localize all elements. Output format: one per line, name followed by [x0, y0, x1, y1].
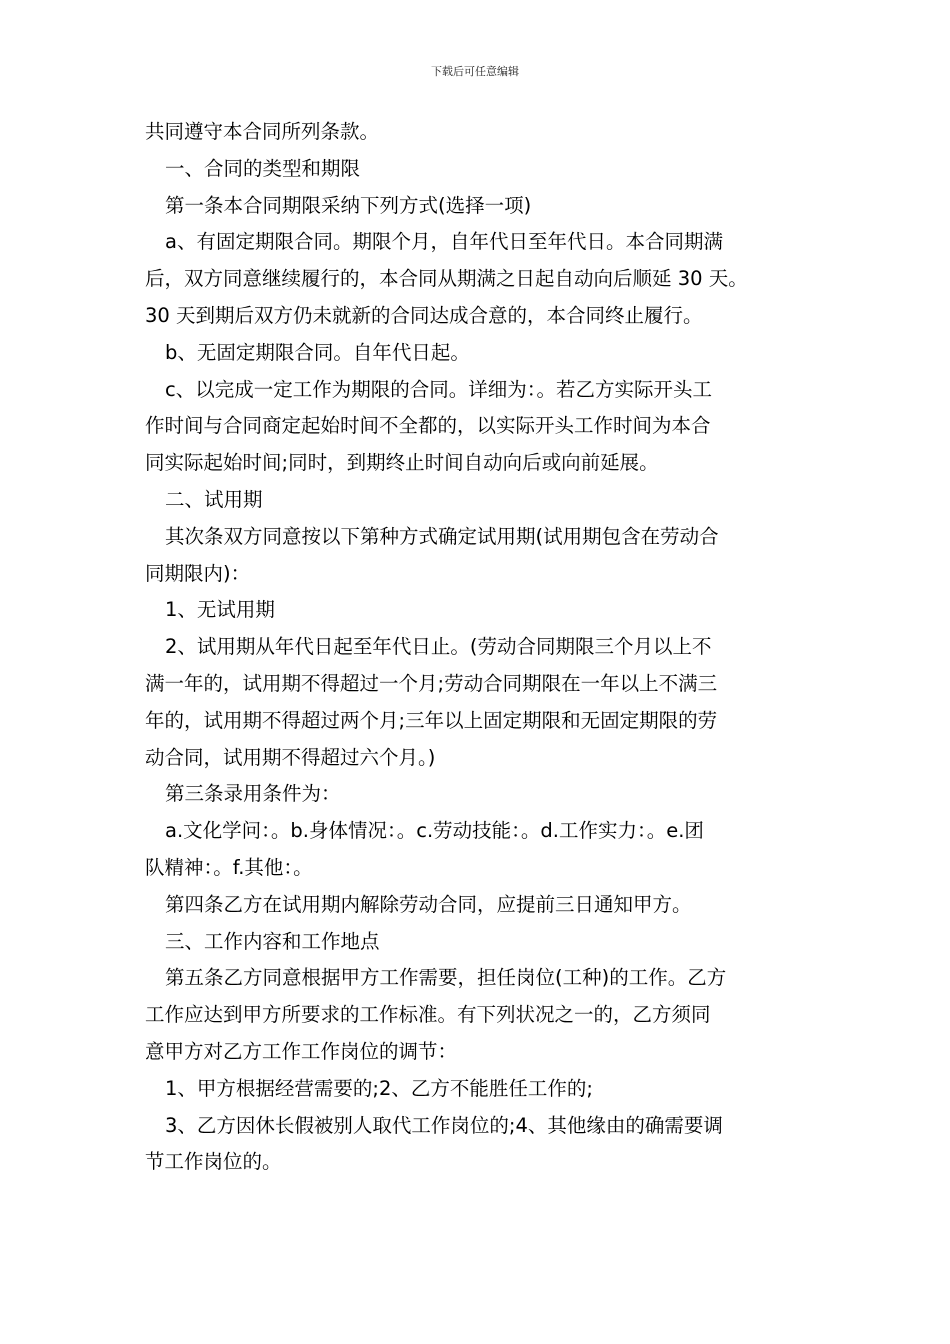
document-line: 二、试用期 [165, 487, 263, 511]
document-line: 第三条录用条件为： [165, 782, 341, 806]
document-line: 同期限内)： [145, 561, 251, 585]
document-line: 满一年的，试用期不得超过一个月;劳动合同期限在一年以上不满三 [145, 671, 718, 695]
page-header-note: 下载后可任意编辑 [431, 65, 519, 78]
document-line: 工作应达到甲方所要求的工作标准。有下列状况之一的，乙方须同 [145, 1003, 711, 1027]
document-line: 共同遵守本合同所列条款。 [145, 120, 380, 143]
document-line: 2、试用期从年代日起至年代日止。(劳动合同期限三个月以上不 [165, 635, 712, 659]
document-line: 第一条本合同期限采纳下列方式(选择一项) [165, 193, 532, 217]
document-line: 意甲方对乙方工作工作岗位的调节： [145, 1039, 458, 1063]
document-line: 其次条双方同意按以下第种方式确定试用期(试用期包含在劳动合 [165, 524, 719, 548]
document-line: 后，双方同意继续履行的，本合同从期满之日起自动向后顺延 30 天。 [145, 267, 748, 291]
document-line: 第五条乙方同意根据甲方工作需要，担任岗位(工种)的工作。乙方 [165, 966, 727, 990]
document-line: 同实际起始时间;同时，到期终止时间自动向后或向前延展。 [145, 451, 659, 475]
document-line: 30 天到期后双方仍未就新的合同达成合意的，本合同终止履行。 [145, 303, 703, 327]
document-line: 一、合同的类型和期限 [165, 156, 361, 180]
document-line: c、以完成一定工作为期限的合同。详细为：。若乙方实际开头工 [165, 377, 712, 401]
document-line: 3、乙方因休长假被别人取代工作岗位的;4、其他缘由的确需要调 [165, 1113, 723, 1137]
document-line: 作时间与合同商定起始时间不全都的，以实际开头工作时间为本合 [145, 414, 711, 438]
document-line: a.文化学问：。b.身体情况：。c.劳动技能：。d.工作实力：。e.团 [165, 819, 704, 843]
document-line: 1、无试用期 [165, 598, 275, 622]
document-line: b、无固定期限合同。自年代日起。 [165, 340, 470, 364]
document-line: 1、甲方根据经营需要的;2、乙方不能胜任工作的; [165, 1076, 593, 1100]
document-line: 三、工作内容和工作地点 [165, 929, 380, 953]
document-body [145, 114, 813, 1181]
document-line: 第四条乙方在试用期内解除劳动合同，应提前三日通知甲方。 [165, 892, 692, 916]
document-line: 动合同，试用期不得超过六个月。) [145, 745, 436, 769]
document-line: 年的，试用期不得超过两个月;三年以上固定期限和无固定期限的劳 [145, 708, 718, 732]
document-line: 队精神：。f.其他：。 [145, 855, 313, 879]
document-line: a、有固定期限合同。期限个月，自年代日至年代日。本合同期满 [165, 230, 723, 254]
document-line: 节工作岗位的。 [145, 1150, 282, 1174]
